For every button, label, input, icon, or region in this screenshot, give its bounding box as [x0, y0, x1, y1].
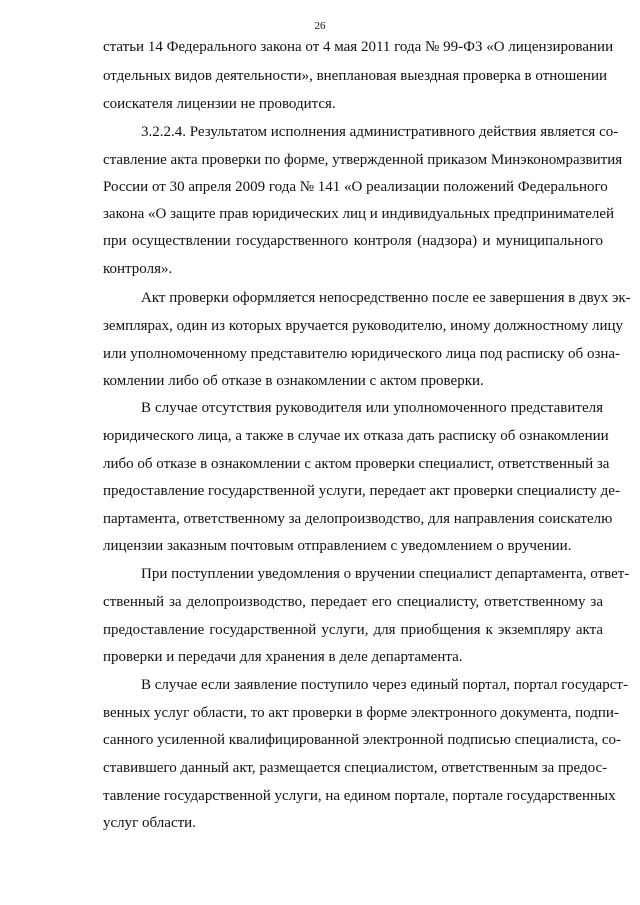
text-line: партамента, ответственному за делопроизводство, для направления соискателю: [103, 511, 613, 527]
text-line: России от 30 апреля 2009 года № 141 «О реализации положений Федерального: [103, 179, 608, 195]
text-line: 3.2.2.4. Результатом исполнения административного действия является со-: [141, 124, 619, 140]
text-line: В случае если заявление поступило через единый портал, портал государст-: [141, 677, 628, 693]
text-line: услуг области.: [103, 815, 196, 831]
text-line: ственный за делопроизводство, передает его специалисту, ответственному за: [103, 594, 603, 610]
text-line: ставившего данный акт, размещается специалистом, ответственным за предос-: [103, 760, 608, 776]
text-line: Акт проверки оформляется непосредственно после ее завершения в двух эк-: [141, 290, 631, 306]
text-line: тавление государственной услуги, на едином портале, портале государственных: [103, 788, 616, 804]
text-line: соискателя лицензии не проводится.: [103, 96, 336, 112]
text-line: предоставление государственной услуги, передает акт проверки специалисту де-: [103, 483, 620, 499]
text-line: либо об отказе в ознакомлении с актом проверки специалист, ответственный за: [103, 456, 610, 472]
text-line: санного усиленной квалифицированной электронной подписью специалиста, со-: [103, 732, 622, 748]
text-line: ставление акта проверки по форме, утвержденной приказом Минэкономразвития: [103, 152, 623, 168]
text-line: или уполномоченному представителю юридического лица под расписку об озна-: [103, 346, 621, 362]
text-line: венных услуг области, то акт проверки в форме электронного документа, подпи-: [103, 705, 619, 721]
text-line: проверки и передачи для хранения в деле департамента.: [103, 649, 463, 665]
text-line: лицензии заказным почтовым отправлением с уведомлением о вручении.: [103, 538, 572, 554]
text-line: закона «О защите прав юридических лиц и индивидуальных предпринимателей: [103, 206, 615, 222]
text-line: земплярах, один из которых вручается руководителю, иному должностному лицу: [103, 318, 624, 334]
text-line: комлении либо об отказе в ознакомлении с актом проверки.: [103, 373, 484, 389]
text-line: при осуществлении государственного контроля (надзора) и муниципального: [103, 233, 603, 249]
text-line: В случае отсутствия руководителя или уполномоченного представителя: [141, 400, 603, 416]
text-line: контроля».: [103, 261, 173, 277]
text-line: отдельных видов деятельности», внеплановая выездная проверка в отношении: [103, 68, 608, 84]
text-line: При поступлении уведомления о вручении специалист департамента, ответ-: [141, 566, 630, 582]
text-line: юридического лица, а также в случае их отказа дать расписку об ознакомлении: [103, 428, 609, 444]
text-line: статьи 14 Федерального закона от 4 мая 2011 года № 99-ФЗ «О лицензировании: [103, 39, 614, 55]
text-line: предоставление государственной услуги, для приобщения к экземпляру акта: [103, 622, 603, 638]
page-number: 26: [314, 20, 326, 32]
